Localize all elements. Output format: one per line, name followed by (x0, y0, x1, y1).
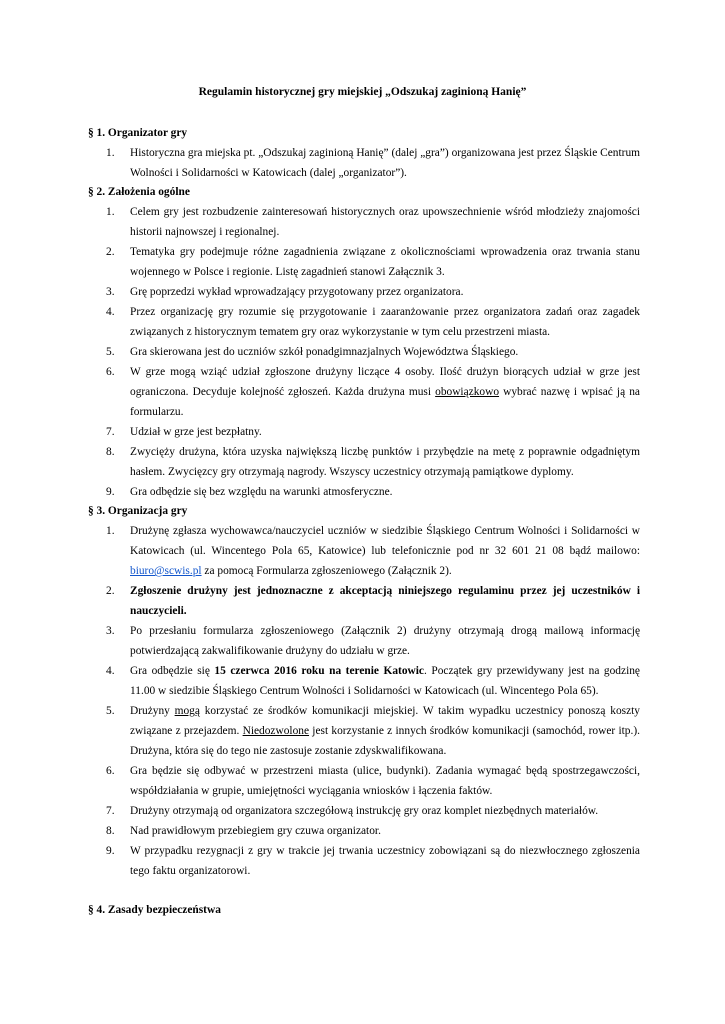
list-item: 1. Historyczna gra miejska pt. „Odszukaj zaginioną Hanię” (dalej „gra”) organizowana jest przez Śląskie Centrum Wolności i Solidarności w Katowicach (dalej „organizator”). (106, 147, 640, 179)
list-item: 2. Tematyka gry podejmuje różne zagadnienia związane z okolicznościami wprowadzenia oraz trwania stanu wojennego w Polsce i regionie. Listę zagadnień stanowi Załącznik 3. (106, 246, 640, 278)
underlined-term: mogą (174, 705, 200, 717)
list-item: 1. Celem gry jest rozbudzenie zainteresowań historycznych oraz upowszechnienie wśród młodzieży znajomości historii najnowszej i regionalnej. (106, 206, 640, 238)
list-item: 9. W przypadku rezygnacji z gry w trakcie jej trwania uczestnicy zobowiązani są do niezwłocznego zgłoszenia tego faktu organizatorowi. (106, 845, 640, 877)
email-link[interactable]: biuro@scwis.pl (130, 565, 202, 577)
section-list (88, 143, 640, 183)
section-heading: § 4. Zasady bezpieczeństwa (88, 904, 221, 916)
list-item: 4. Gra odbędzie się 15 czerwca 2016 roku na terenie Katowic. Początek gry przewidywany jest na godzinę 11.00 w siedzibie Śląskiego Centrum Wolności i Solidarności w Katowicach (ul. Wincentego Pola 65). (106, 665, 640, 697)
section-list (88, 202, 640, 502)
list-item: 8. Zwycięży drużyna, która uzyska największą liczbę punktów i przybędzie na metę z poprawnie odgadniętym hasłem. Zwycięzcy gry otrzymają nagrody. Wszyscy uczestnicy otrzymają pamiątkowe dyplomy. (106, 446, 640, 478)
list-item: 3. Grę poprzedzi wykład wprowadzający przygotowany przez organizatora. (106, 286, 464, 298)
section-heading: § 1. Organizator gry (88, 127, 188, 139)
list-item: 4. Przez organizację gry rozumie się przygotowanie i zaaranżowanie przez organizatora zadań oraz zagadek związanych z historycznym tematem gry oraz wykorzystanie w tym celu przestrzeni miasta. (106, 306, 640, 338)
list-item: 5. Drużyny mogą korzystać ze środków komunikacji miejskiej. W takim wypadku uczestnicy ponoszą koszty związane z przejazdem. Niedozwolone jest korzystanie z innych środków komunikacji (samochód, rower itp.). Drużyna, która się do tego nie zastosuje zostanie zdyskwalifikowana. (106, 705, 640, 757)
section-heading: § 3. Organizacja gry (88, 505, 188, 517)
document-body (88, 124, 640, 920)
list-item: 9. Gra odbędzie się bez względu na warunki atmosferyczne. (106, 486, 393, 498)
underlined-term: Niedozwolone (242, 725, 310, 737)
list-item: 2. Zgłoszenie drużyny jest jednoznaczne z akceptacją niniejszego regulaminu przez jej uczestników i nauczycieli. (106, 585, 640, 617)
list-item: 5. Gra skierowana jest do uczniów szkół ponadgimnazjalnych Województwa Śląskiego. (106, 346, 519, 358)
list-item: 7. Udział w grze jest bezpłatny. (106, 426, 262, 438)
list-item: 6. W grze mogą wziąć udział zgłoszone drużyny liczące 4 osoby. Ilość drużyn biorących udział w grze jest ograniczona. Decyduje kolejność zgłoszeń. Każda drużyna musi obowiązkowo wybrać nazwę i wpisać ją na formularzu. (106, 366, 640, 418)
list-item: 1. Drużynę zgłasza wychowawca/nauczyciel uczniów w siedzibie Śląskiego Centrum Wolności i Solidarności w Katowicach (ul. Wincentego Pola 65, Katowice) lub telefonicznie pod nr 32 601 21 08 bądź mailowo: biuro@scwis.pl za pomocą Formularza zgłoszeniowego (Załącznik 2). (106, 525, 640, 577)
document-title: Regulamin historycznej gry miejskiej „Odszukaj zaginioną Hanię” (198, 86, 527, 98)
section-list (88, 521, 640, 881)
list-item: 3. Po przesłaniu formularza zgłoszeniowego (Załącznik 2) drużyny otrzymają drogą mailową informację potwierdzającą zakwalifikowanie drużyny do udziału w grze. (106, 625, 640, 657)
underlined-term: obowiązkowo (435, 386, 500, 398)
list-item: 6. Gra będzie się odbywać w przestrzeni miasta (ulice, budynki). Zadania wymagać będą spostrzegawczości, współdziałania w grupie, umiejętności wyciągania wniosków i łączenia faktów. (106, 765, 640, 797)
section-heading: § 2. Założenia ogólne (88, 186, 190, 198)
list-item: 8. Nad prawidłowym przebiegiem gry czuwa organizator. (106, 825, 381, 837)
list-item: 7. Drużyny otrzymają od organizatora szczegółową instrukcję gry oraz komplet niezbędnych materiałów. (106, 805, 599, 817)
